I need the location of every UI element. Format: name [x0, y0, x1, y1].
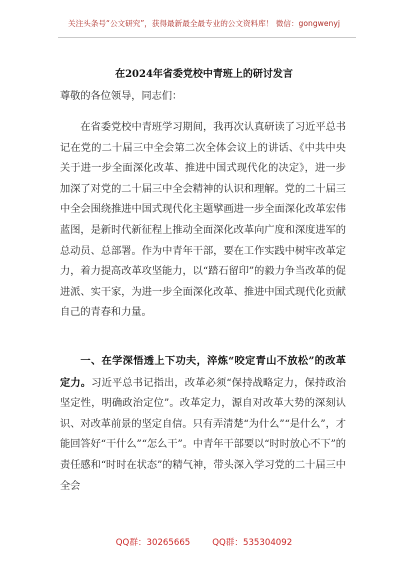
salutation: 尊敬的各位领导，同志们： — [60, 91, 183, 102]
header-divider — [58, 37, 356, 38]
paragraph-intro: 在省委党校中青班学习期间，我再次认真研读了习近平总书记在党的二十届三中全会第二次全体会议上的讲话、《中共中央关于进一步全面深化改革、推进中国式现代化的决定》，进一步加深了对党的二十届三中全会精神的认识和理解。党的二十届三中全会围绕推进中国式现代化主题擘画进一步全面深化改革宏伟蓝图，是新时代新征程上推动全面深化改革向广度和深度进军的总动员、总部署。作为中青年干部，要在工作实践中树牢改革定力，着力提高改革攻坚能力，以“踏石留印”的毅力争当改革的促进派、实干家，为进一步全面深化改革、推进中国式现代化贡献自己的青春和力量。 — [60, 122, 346, 319]
section-1-body: 习近平总书记指出，改革必须“保持战略定力，保持政治坚定性，明确政治定位”。改革定力，源自对改革大势的深刻认识、对改革前景的坚定自信。只有弄清楚“为什么”“是什么”，才能回答好“干什么”“怎么干”。中青年干部要以“时时放心不下”的责任感和“时时在状态”的精气神，带头深入学习党的二十届三中全会 — [60, 377, 346, 492]
footer-qq-group-2: QQ群：535304092 — [212, 538, 293, 548]
header-banner: 关注头条号“公文研究”，获得最新最全最专业的公文资料库！ 微信：gongwenyj — [68, 19, 340, 28]
section-1-paragraph — [60, 351, 346, 497]
document-title: 在2024年省委党校中青班上的研讨发言 — [115, 69, 293, 80]
footer-contact — [0, 537, 408, 549]
section-1-heading: 一、在学深悟透上下功夫，淬炼“咬定青山不放松”的改革定力。 — [60, 355, 346, 389]
footer-qq-group-1: QQ群：30265665 — [115, 538, 191, 548]
